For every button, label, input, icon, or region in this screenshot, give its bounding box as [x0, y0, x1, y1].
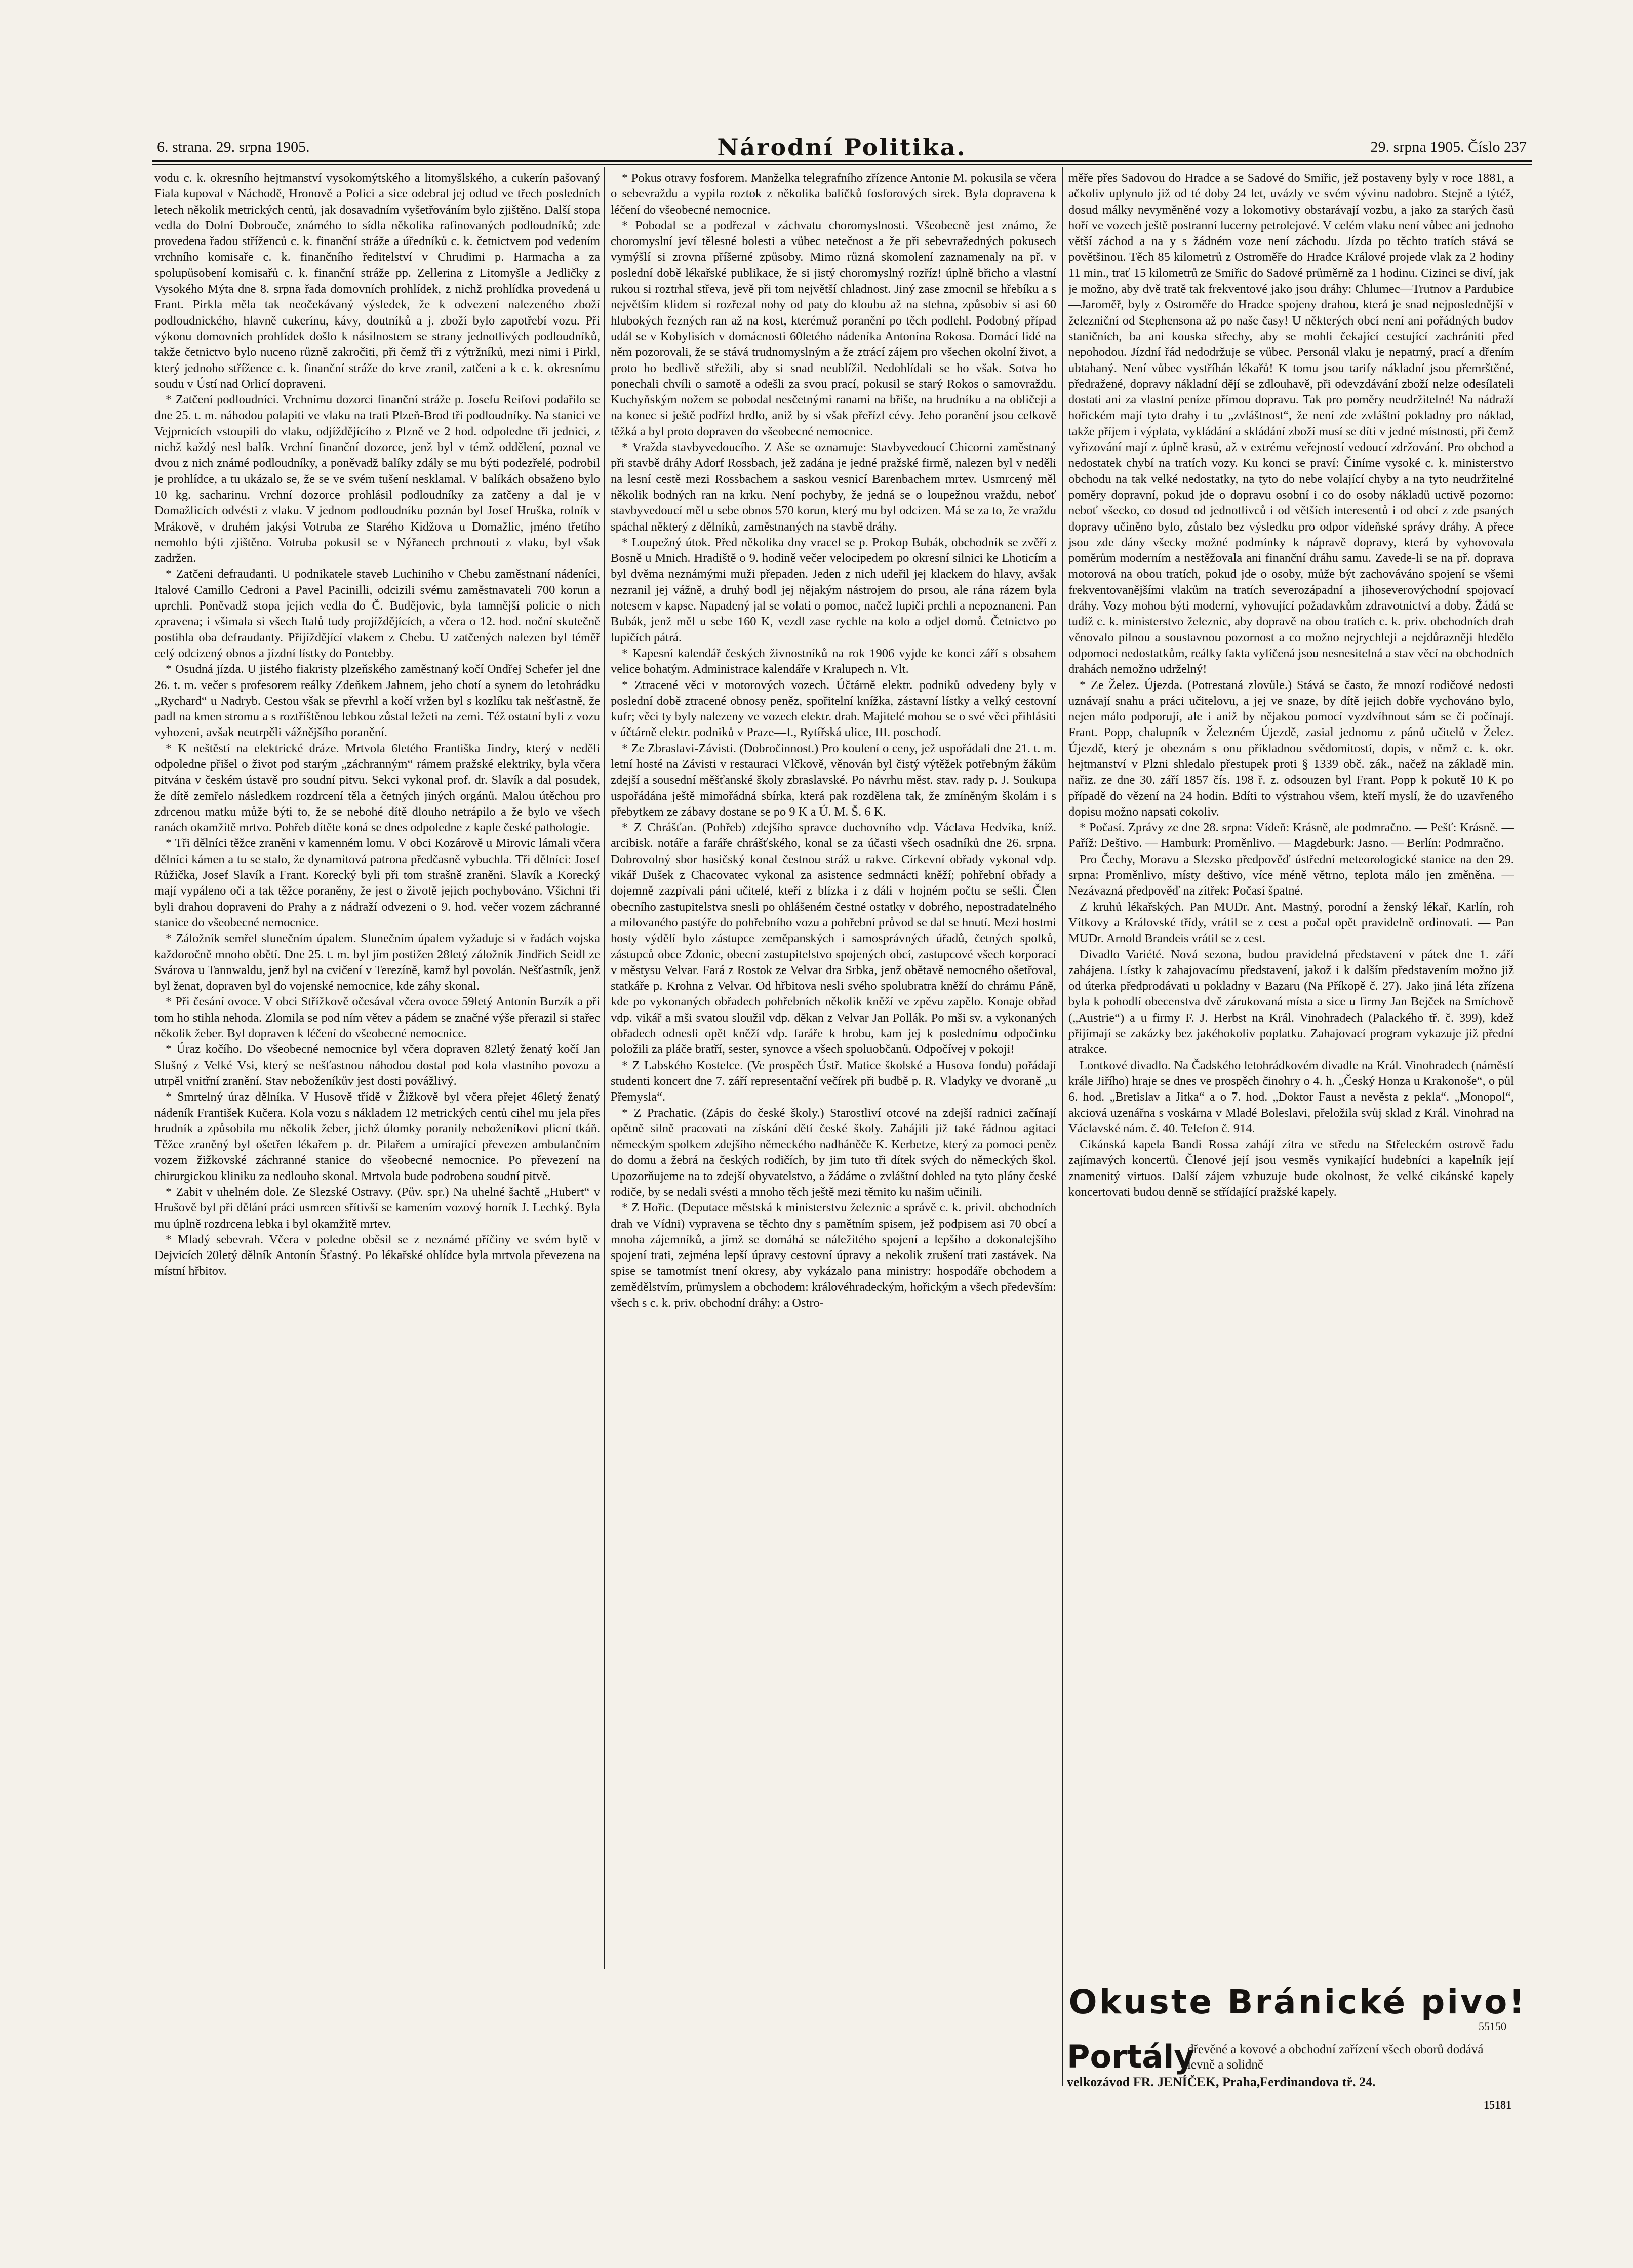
column-divider	[604, 167, 605, 1969]
article-paragraph: * Ztracené věci v motorových vozech. Účtárně elektr. podniků odvedeny byly v poslední době ztracené obnosy peněz, spořitelní knížka, zástavní lístky a velký cestovní kufr; věci ty byly nalezeny ve vozech elektr. drah. Majitelé mohou se o své věci přihlásiti v účtárně elektr. podniků v Praze—I., Rytířská ulice, III. poschodí.	[611, 678, 1056, 740]
portals-advertisement	[1067, 2039, 1533, 2095]
column-2	[611, 170, 1056, 2066]
article-paragraph: * Ze Želez. Újezda. (Potrestaná zlovůle.) Stává se často, že mnozí rodičové nedosti uznávají snahu a práci učitelovu, a jej ve snaze, by dítě jejich dobře vychováno bylo, nejen málo podporují, ale i aniž by nějakou pomocí vyzdvíhnout sám se či počínají. Frant. Popp, chalupník v Železném Újezdě, zasial jednomu z pánů učitelů v Želez. Újezdě, který je obeznám s onu příkladnou svědomitostí, dopis, v němž c. k. okr. hejtmanství v Plzni shledalo přestupek proti § 1339 obč. zák., načež na základě min. nařiz. ze dne 30. září 1857 čís. 198 ř. z. odsouzen byl Frant. Popp k pokutě 10 K po případě do vězení na 24 hodin. Bdíti to výstrahou všem, kteří myslí, že do uzavřeného dopisu možno napsati cokoliv.	[1068, 678, 1514, 819]
article-paragraph: * Zabit v uhelném dole. Ze Slezské Ostravy. (Pův. spr.) Na uhelné šachtě „Hubert“ v Hrušově byl při dělání práci usmrcen sřítivší se kamením vozový horník J. Lechký. Byla mu úplně rozdrcena lebka i byl okamžitě mrtev.	[154, 1185, 600, 1231]
column-3	[1068, 170, 1514, 1972]
header-date-left: 6. strana. 29. srpna 1905.	[157, 139, 310, 155]
article-paragraph: Divadlo Variété. Nová sezona, budou pravidelná představení v pátek dne 1. září zahájena. Lístky k zahajovacímu představení, jakož i k dalším představením možno již od úterka předprodávati u pokladny v Bazaru (Na Příkopě č. 27). Jako jiná léta zřízena byla k pohodlí obecenstva dvě zárukovaná místa a sice u firmy Jan Bejček na Smíchově („Austrie“) a u firmy F. J. Herbst na Král. Vinohradech (Palackého tř. č. 399), kdež přijímají se zakázky bez jakéhokoliv poplatku. Zahajovací program vykazuje již přední atrakce.	[1068, 947, 1514, 1057]
article-paragraph: * Úraz kočího. Do všeobecné nemocnice byl včera dopraven 82letý ženatý kočí Jan Slušný z Velké Vsi, který se nešťastnou náhodou dostal pod kola vlastního povozu a utrpěl vnitřní zranění. Stav neboženíkův jest dosti povážlivý.	[154, 1042, 600, 1088]
article-paragraph: * Při česání ovoce. V obci Střížkově očesával včera ovoce 59letý Antonín Burzík a při tom ho stihla nehoda. Zlomila se pod ním větev a pádem se značné výše přerazil si stařec několik žeber. Byl dopraven k léčení do všeobecné nemocnice.	[154, 995, 600, 1041]
article-paragraph: * Ze Zbraslavi-Závisti. (Dobročinnost.) Pro koulení o ceny, jež uspořádali dne 21. t. m. letní hosté na Závisti v restauraci Vlčkově, věnován byl čistý výtěžek potřebným žákům zdejší a sousední měšťanské školy zbraslavské. Po návrhu měst. stav. rady p. J. Soukupa uspořádána ještě mimořádná sbírka, která pak rozdělena tak, že zmíněným školám i s přebytkem ze zábavy dostane se po 9 K a Ú. M. Š. 6 K.	[611, 741, 1056, 819]
article-paragraph: * Z Labského Kostelce. (Ve prospěch Ústř. Matice školské a Husova fondu) pořádají studenti koncert dne 7. září representační večírek při budbě p. R. Vladyky ve dvoraně „u Přemysla“.	[611, 1058, 1056, 1104]
article-paragraph: Z kruhů lékařských. Pan MUDr. Ant. Mastný, porodní a ženský lékař, Karlín, roh Vítkovy a Královské třídy, vrátil se z cest a počal opět pravidelně ordinovati. — Pan MUDr. Arnold Brandeis vrátil se z cest.	[1068, 900, 1514, 946]
article-paragraph: Lontkové divadlo. Na Čadského letohrádkovém divadle na Král. Vinohradech (náměstí krále Jiřího) hraje se dnes ve prospěch činohry o 4. h. „Český Honza u Krakonoše“, o půl 6. hod. „Bretislav a Jitka“ a o 7. hod. „Doktor Faust a nevěsta z pekla“. „Monopol“, akciová uzenářna s voskárna v Mladé Boleslavi, přeložila svůj sklad z Král. Vinohrad na Václavské nám. č. 40. Telefon č. 914.	[1068, 1058, 1514, 1136]
page-header	[152, 136, 1532, 160]
article-paragraph: * K neštěstí na elektrické dráze. Mrtvola 6letého Františka Jindry, který v neděli odpoledne přišel o život pod starým „záchranným“ rámem pražské elektriky, byla včera pitvána v českém ústavě pro soudní pitvu. Sekci vykonal prof. dr. Slavík a dal posudek, že dítě zemřelo následkem rozdrcení těla a četných jiných orgánů. Malou útěchou pro zdrcenou matku může býti to, že se nebohé dítě dlouho netrápilo a že bylo ve všech ranách okamžitě mrtvo. Pohřeb dítěte koná se dnes odpoledne z kaple české pathologie.	[154, 741, 600, 835]
article-paragraph: * Záložník semřel slunečním úpalem. Slunečním úpalem vyžaduje si v řadách vojska každoročně mnoho obětí. Dne 25. t. m. byl jím postižen 28letý záložník Jindřich Seidl ze Svárova u Tannwaldu, jenž byl na cvičení v Terezíně, kamž byl povolán. Nešťastník, jenž byl ženat, dopraven byl do vojenské nemocnice, kde záhy skonal.	[154, 932, 600, 993]
header-issue-right: 29. srpna 1905. Číslo 237	[1370, 139, 1527, 155]
ad-code: 55150	[1479, 2020, 1506, 2033]
article-paragraph: * Loupežný útok. Před několika dny vracel se p. Prokop Bubák, obchodník se zvěří z Bosně u Mnich. Hradiště o 9. hodině večer velocipedem po okresní silnici ke Lhoticím a byl dvěma neznámými muži přepaden. Jeden z nich udeřil jej klackem do hlavy, avšak nezranil jej vážně, a druhý bodl jej nějakým nástrojem do prsou, ale rána rázem byla notesem v kapse. Napadený jal se volati o pomoc, načež lupiči prchli a nepoznaneni. Pan Bubák, jenž měl u sebe 160 K, vezdl zase rychle na kolo a odjel domů. Četnictvo po lupičích pátrá.	[611, 535, 1056, 644]
article-paragraph: měře přes Sadovou do Hradce a se Sadové do Smiřic, jež postaveny byly v roce 1881, a ačkoliv uplynulo již od té doby 24 let, uvázly ve svém vývinu nadobro. Stejně a týtéž, dosud málky nevyměněné vozy a lokomotivy obstarávají vozbu, a jako za starých časů hoří ve vozech ještě postranní lucerny petrolejové. V celém vlaku není vůbec ani jednoho větší záchod a na y s žádném voze není záchodu. Jízda po těchto tratích stává se povětšinou. Těch 85 kilometrů z Ostroměře do Hradce Králové projede vlak za 2 hodiny 11 min., trať 15 kilometrů ze Smiřic do Sadové průměrně za 1 hodinu. Cizinci se diví, jak je možno, aby dvě tratě tak frekventové jako jsou dráhy: Chlumec—Trutnov a Pardubice—Jaroměř, byly z Ostroměře do Hradce spojeny drahou, která je snad nejposlednější v železniční od Stephensona až po naše časy! U některých obcí není ani pořádných budov staničních, ba ani kouska střechy, aby se mohli čekající cestující zachrániti před nepohodou. Jízdní řád nedodržuje se vůbec. Personál vlaku je nepatrný, prací a dřením ubtahaný. Není vůbec vystříhán lékařů! K tomu jsou tarify nákladní jsou přemrštěné, předražené, dopravy nákladní dějí se zdlouhavě, při odevzdávání zboží nelze odesílateli dostati ani za vlastní peníze přímou dopravu. Tak pro poměry neudržitelné! Na nádraží hořickém mají tyto drahy i tu „zvláštnost“, že není zde zvláštní pokladny pro náklad, takže příjem i výplata, vykládání a skládání zboží musí se díti v jedné místnosti, při čemž vyřizování mají z úplně krasů, až v extrému veřejností vedoucí zdržování. Pro obchod a nedostatek chybí na tratích vozy. Ku konci se praví: Činíme vysoké c. k. ministerstvo obchodu na tak velké nedostatky, na tyto do nebe volající chyby a na tyto neudržitelné poměry dopravní, pokud jde o dopravu osobní i co do osoby nákladů uctivě pozorno: neboť všecko, co dosud od jednotlivců i od větších interesentů i od obcí z zde psaných dopravy učiněno bylo, zůstalo bez výsledku pro odpor vídeňské správy dráhy. A přece jsou zde dány všecky možné podmínky k nápravě dopravy, která by vyhovovala poměrům moderním a nestěžovala ani finanční dráhu samu. Zavede-li se na př. doprava motorová na obou tratích, pokud jde o osoby, může být zachováváno spojení se všemi frekventovanějšími vlakům na tratích severozápadní a jihoseverovýchodní spojovací dráhy. Vozy mohou býti moderní, vyhovující požadavkům zdravotnictví a doby. Žádá se tudíž c. k. ministerstvo železnic, aby dopravě na obou tratích c. k. priv. obchodních drah věnovalo pilnou a soustavnou pozornost a co možno nejrychleji a nejdůrazněji hledělo odpomoci nedostatkům, reálky fakta vylíčená jsou nesnesitelná a stav věcí na obchodních drahách nemožno udrželný!	[1068, 171, 1514, 676]
article-paragraph: vodu c. k. okresního hejtmanství vysokomýtského a litomyšlského, a cukerín pašovaný Fiala kupoval v Náchodě, Hronově a Polici a sice odebral jej odtud ve třech posledních letech několik metrických centů, jak dosavadním vyšetřováním bylo zjištěno. Další stopa vedla do Dolní Dobrouče, známého to sídla několika rafinovaných podloudníků; zde provedena řadou stříženců c. k. finanční stráže a úředníků c. k. četnictvem pod vedením vrchního komisaře c. k. finančního ředitelství v Chrudimi p. Harmacha a za spolupůsobení komisařů c. k. finanční stráže pp. Zellerina z Litomyšle a Jedličky z Vysokého Mýta dne 8. srpna řada domovních prohlídek, z nichž prohlídka provedená u Frant. Pirkla měla tak neočekávaný výsledek, že k odvezení nalezeného zboží podloudnického, hlavně cukerínu, kávy, doutníků a j. zboží bylo zapotřebí vozu. Při výkonu domovních prohlídek došlo k násilnostem se strany jednotlivých podloudníků, takže četnictvo bylo nuceno různě zakročiti, při čemž tři z výtržníků, mezi nimi i Pirkl, který jednoho střížence c. k. finanční stráže do krve zranil, zatčeni a k c. k. okresnímu soudu v Ústí nad Orlicí dopraveni.	[154, 171, 600, 391]
article-paragraph: * Kapesní kalendář českých živnostníků na rok 1906 vyjde ke konci září s obsahem velice bohatým. Administrace kalendáře v Kralupech n. Vlt.	[611, 646, 1056, 676]
article-paragraph: * Zatčení podloudníci. Vrchnímu dozorci finanční stráže p. Josefu Reifovi podařilo se dne 25. t. m. náhodou polapiti ve vlaku na trati Plzeň-Brod tři podloudníky. Na stanici ve Vejprnicích vstoupili do vlaku, odjíždějícího z Plzně ve 2 hod. odpoledne tři jednici, z nichž každý nesl balík. Vrchní finanční dozorce, jenž byl v témž oddělení, poznal ve dvou z nich známé podloudníky, a poněvadž balíky zdály se mu býti podezřelé, podrobil je prohlídce, a tu ukázalo se, že se ve svém tušení nesklamal. V balíkách obsaženo bylo 10 kg. sacharinu. Vrchní dozorce prohlásil podloudníky za zatčeny a dal je v Domažlicích odvésti z vlaku. V jednom podloudníku poznán byl Josef Hruška, rolník v Mrákově, v druhém jakýsi Votruba ze Starého Kidžova u Domažlic, jméno třetího nemohlo býti zjištěno. Votruba pokusil se v Nýřanech prchnouti z vlaku, byl však zadržen.	[154, 393, 600, 565]
beer-advertisement: Okuste Bránické pivo!	[1068, 1982, 1527, 2021]
article-paragraph: * Mladý sebevrah. Včera v poledne oběsil se z neznámé příčiny ve svém bytě v Dejvicích 20letý dělník Antonín Šťastný. Po lékařské ohlídce byla mrtvola převezena na místní hřbitov.	[154, 1232, 600, 1278]
article-paragraph: * Z Prachatic. (Zápis do české školy.) Starostliví otcové na zdejší radnici začínají opětně silně pracovati na získání dětí české školy. Zahájili již také řádnou agitaci německým spolkem zdejšího německého nadháněče K. Kerbetze, který za pomoci peněz do domu a žebrá na českých rodičích, by jim tuto tři dítek svých do německých škol. Upozorňujeme na to zdejší obyvatelstvo, a žádáme o zvláštní dohled na tyto plány české rodiče, by se nedali svésti a mnoho těch ještě mezi těmito ku našim učinili.	[611, 1106, 1056, 1199]
article-paragraph: * Zatčeni defraudanti. U podnikatele staveb Luchiniho v Chebu zaměstnaní nádeníci, Italové Camillo Cedroni a Pavel Pacinilli, odcizili svému zaměstnavateli 700 korun a uprchli. Poněvadž stopa jejich vedla do Č. Budějovic, byla tamnější policie o nich zpravena; i všimala si všech Italů tudy projíždějících, a včera o 12. hod. noční skutečně postihla oba defraudanty. Přijíždějící vlakem z Chebu. U zatčených nalezen byl téměř celý odcizený obnos a jízdní lístky do Pontebby.	[154, 567, 600, 660]
article-paragraph: * Z Chrášťan. (Pohřeb) zdejšího spravce duchovního vdp. Václava Hedvíka, kníž. arcibisk. notáře a faráře chrášťského, konal se za účasti všech osadníků dne 26. srpna. Dobrovolný sbor hasičský konal čestnou stráž u rakve. Církevní obřady vykonal vdp. vikář Dušek z Chacovatec vykonal za asistence sedmnácti kněží; pohřební obřady a dojemně zazpívali páni učitelé, kteří z blízka i z dáli v hojném počtu se sešli. Člen obecního zastupitelstva snesli po ohlášeném čestné ostatky v dobrého, nepostradatelného a milovaného pastýře do pohřebního vozu a pohřební průvod se dal se hnutí. Mezi hostmi hosty výdělí bylo zástupce zeměpanských i samosprávných úřadů, četných spolků, zástupců obce Zdonic, obecní zastupitelstvo spojených obcí, zastupcové všech korporací v městysu Velvar. Fará z Rostok ze Velvar dra Srbka, jenž obětavě nemocného ošetřoval, statkáře p. Krohna z Velvar. Od hřbitova nesli svého spolubratra kněží do chrámu Páně, kde po vykonaných obřadech pohřebních několik kněží ve zpěvu zapělo. Konaje obřad vdp. vikář a mši svatou sloužil vdp. děkan z Velvar Jan Pollák. Po mši sv. a vykonaných obřadech odnesli opět kněží vdp. faráře k hrobu, kam jej k poslednímu odpočinku položili za pláče bratří, sester, synovce a všech spoluobčanů. Odpočívej v pokoji!	[611, 821, 1056, 1057]
ad-address: velkozávod FR. JENÍČEK, Praha,Ferdinandova tř. 24.	[1067, 2075, 1376, 2089]
article-paragraph: * Tři dělníci těžce zraněni v kamenném lomu. V obci Kozárově u Mirovic lámali včera dělníci kámen a tu se stalo, že dynamitová patrona předčasně vybuchla. Tři dělníci: Josef Růžička, Josef Slavík a Frant. Korecký byli při tom strašně zraněni. Slavík a Korecký mají vypáleno oči a tak těžce poraněny, že jest o životě jejich pochybováno. Všichni tři byli drahou dopraveni do Prahy a z nádraží odvezeni o 9. hod. večer vozem záchranné stanice do všeobecné nemocnice.	[154, 836, 600, 929]
header-rule	[152, 160, 1532, 162]
header-rule-thin	[152, 164, 1532, 165]
article-paragraph: * Počasí. Zprávy ze dne 28. srpna: Vídeň: Krásně, ale podmračno. — Pešť: Krásně. — Paříž: Deštivo. — Hamburk: Proměnlivo. — Magdeburk: Jasno. — Berlín: Podmračno.	[1068, 821, 1514, 850]
article-paragraph: * Z Hořic. (Deputace městská k ministerstvu železnic a správě c. k. privil. obchodních drah ve Vídni) vypravena se těchto dny s pamětním spisem, jež podpisem asi 70 obcí a mnoha zájemníků, a jímž se domáhá se náležitého spojení a lepšího a dokonalejšího spojení trati, zejména lepší úpravy cestovní úpravy a nekolik zrušení trati zastávek. Na spise se tamotmíst tnení okresy, aby vykázalo pana ministry: hospodáře obchodem a zemědělstvím, průmyslem a obchodem: královéhradeckým, hořickým a všech především: všech s c. k. priv. obchodní dráhy: a Ostro-	[611, 1201, 1056, 1310]
article-paragraph: * Pobodal se a podřezal v záchvatu choromyslnosti. Všeobecně jest známo, že choromyslní jeví tělesné bolesti a vůbec netečnost a že při sebevražedných pokusech vymýšlí si zrovna příšerné způsoby. Mimo různá skomolení zaznamenaly na př. v poslední době lékařské publikace, že si jistý choromyslný rozříz! úplně břicho a vlastní rukou si roztrhal střeva, jevě při tom největší chladnost. Jiný zase zmocnil se hřebíku a s největším klidem si rozřezal nohy od paty do kloubu až na stehna, způsobiv si asi 60 hlubokých řezných ran až na kost, kterémuž poranění po těch podlehl. Podobný případ udál se v Kobylisích v domácnosti 60letého nádeníka Antonína Rokosa. Domácí lidé na něm pozorovali, že se stává trudnomyslným a že ztrácí zájem pro všechen okolní život, a proto ho bedlivě střežili, aby si snad neublížil. Nedohlídali se ho však. Sotva ho ponechali chvíli o samotě a odešli za svou prací, pokusil se starý Rokos o samovraždu. Kuchyňským nožem se pobodal nesčetnými ranami na břiše, na hrudníku a na obličeji a na konec si ještě podřízl hrdlo, aniž by si však přeřízl cévy. Jeho poranění jsou celkově těžká a byl proto dopraven do všeobecné nemocnice.	[611, 218, 1056, 438]
article-paragraph: Pro Čechy, Moravu a Slezsko předpověď ústřední meteorologické stanice na den 29. srpna: Proměnlivo, místy deštivo, více méně větrno, teplota málo jen změněna. — Nezávazná předpověď na zítřek: Počasí špatné.	[1068, 852, 1514, 898]
article-paragraph: * Smrtelný úraz dělníka. V Husově třídě v Žižkově byl včera přejet 46letý ženatý nádeník František Kučera. Kola vozu s nákladem 12 metrických centů cihel mu jela přes hrudník a způsobila mu několik žeber, jichž úlomky poranily neboženíkovi plicní tkáň. Těžce zraněný byl ošetřen lékařem p. dr. Pilařem a umírající převezen ambulančním vozem žižkovské záchranné stanice do všeobecné nemocnice. Po převezení na chirurgickou kliniku za nedlouho skonal. Mrtvola bude podrobena soudní pitvě.	[154, 1090, 600, 1183]
ad-headline: Portály	[1067, 2038, 1194, 2075]
ad-code: 15181	[1484, 2098, 1511, 2111]
article-paragraph: * Vražda stavbyvedoucího. Z Aše se oznamuje: Stavbyvedoucí Chicorni zaměstnaný při stavbě dráhy Adorf Rossbach, jež zadána je jedné pražské firmě, nalezen byl v neděli na lesní cestě mezi Rossbachem a saskou vesnicí Barenbachem mrtev. Usmrcený měl několik bodných ran na krku. Není pochyby, že jedná se o loupežnou vraždu, neboť stavbyvedoucí měl u sebe obnos 570 korun, který mu byl odcizen. Má se za to, že vraždu spáchal některý z dělníků, zaměstnaných na stavbě dráhy.	[611, 440, 1056, 534]
column-divider	[1062, 167, 1063, 2086]
article-paragraph: * Pokus otravy fosforem. Manželka telegrafního zřízence Antonie M. pokusila se včera o sebevraždu a vypila roztok z několika balíčků fosforových sirek. Byla dopravena k léčení do všeobecné nemocnice.	[611, 171, 1056, 217]
ad-description: dřevěné a kovové a obchodní zařízení všech oborů dodává levně a solidně	[1187, 2043, 1484, 2072]
article-paragraph: * Osudná jízda. U jistého fiakristy plzeňského zaměstnaný kočí Ondřej Schefer jel dne 26. t. m. večer s profesorem reálky Zdeňkem Jahnem, jeho chotí a synem do letohrádku „Rychard“ u Nadryb. Cestou však se převrhl a kočí vržen byl s kozlíku tak nešťastně, že padl na kmen stromu a s roztříštěnou lebkou zůstal ležeti na zemi. Též ostatní byli z vozu vyhozeni, avšak neutrpěli vážnějšího poranění.	[154, 662, 600, 740]
column-1	[154, 170, 600, 1993]
article-paragraph: Cikánská kapela Bandi Rossa zahájí zítra ve středu na Střeleckém ostrově řadu zajímavých koncertů. Členové její jsou vesměs vynikající hudebníci a kapelník její znamenitý virtuos. Další zájem vzbuzuje bude okolnost, že velké cikánské kapely koncertovati budou denně se střídající pražské kapely.	[1068, 1138, 1514, 1199]
masthead-title: Národní Politika.	[717, 134, 967, 161]
